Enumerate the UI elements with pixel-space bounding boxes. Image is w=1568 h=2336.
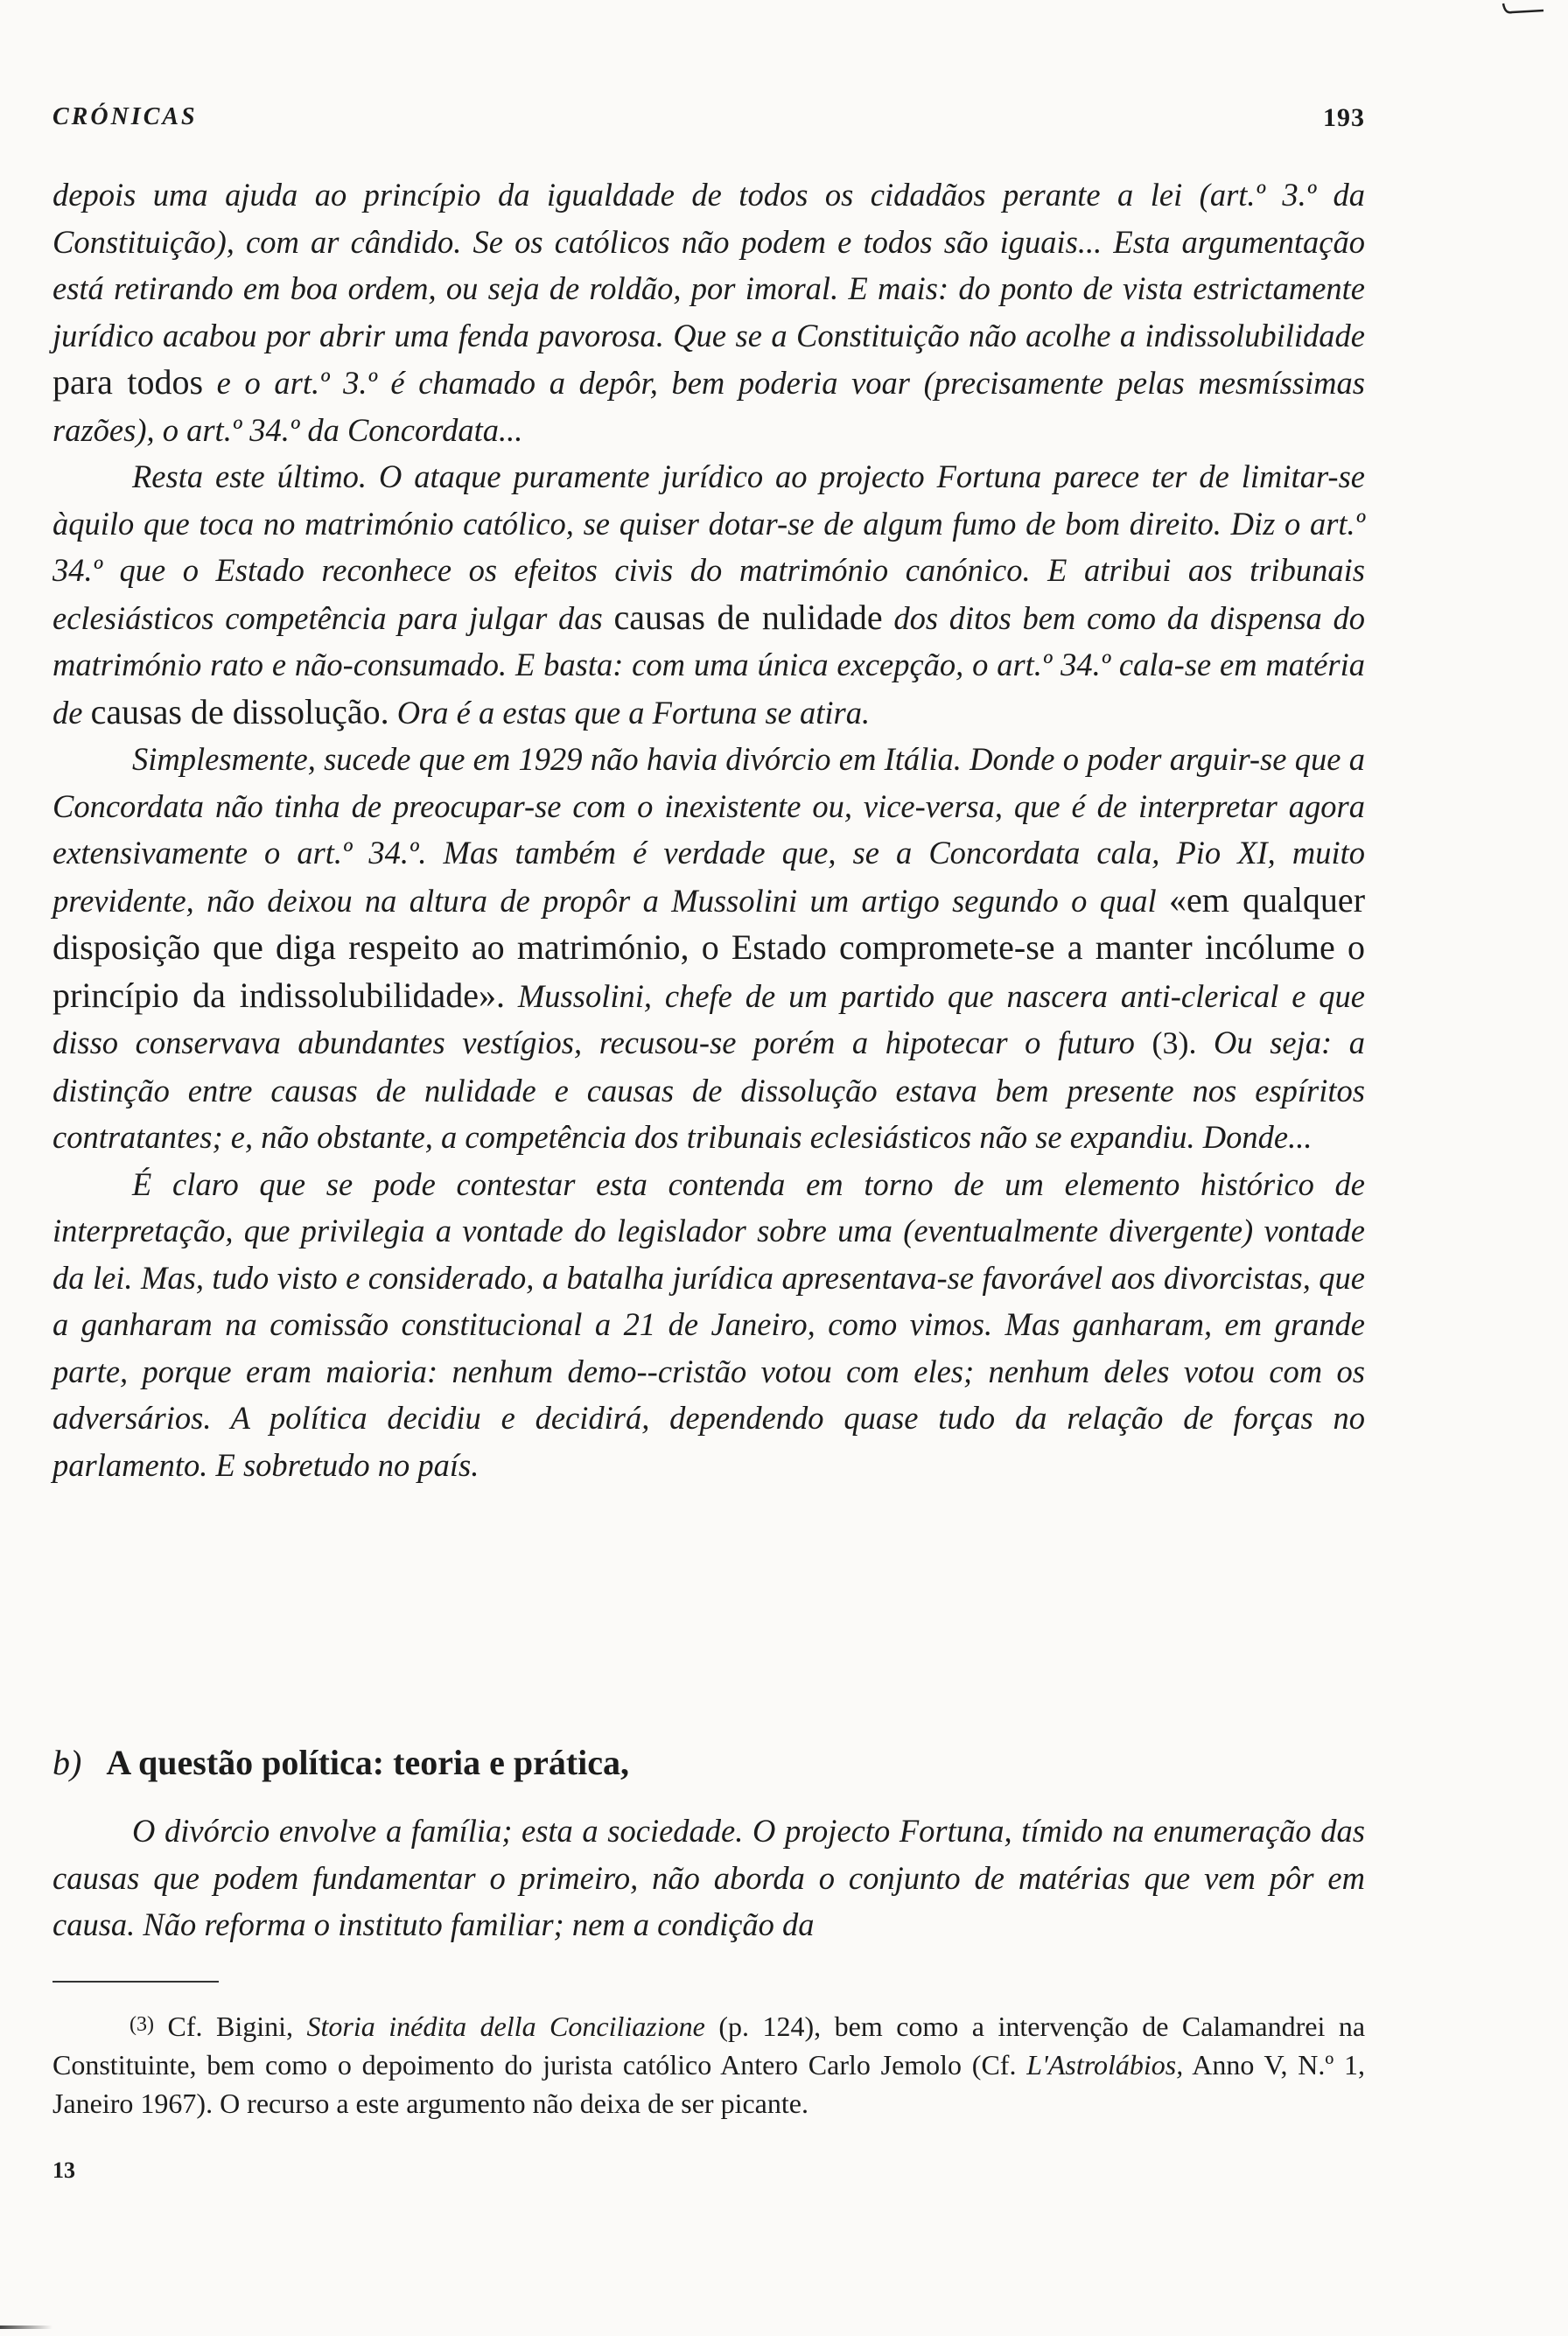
scan-smudge	[0, 2326, 52, 2329]
paragraph-2: Resta este último. O ataque puramente jurídico ao projecto Fortuna parece ter de limitar-se àquilo que toca no matrimónio católico, se quiser dotar-se de algum fumo de bom direito. Diz o art.º 34.º que o Estado reconhece os efeitos civis do matrimónio canónico. E atribui aos tribunais eclesiásticos competência para julgar das causas de nulidade dos ditos bem como da dispensa do matrimónio rato e não-consumado. E basta: com uma única excepção, o art.º 34.º cala-se em matéria de causas de dissolução. Ora é a estas que a Fortuna se atira.	[52, 458, 1366, 731]
section-letter: b)	[52, 1743, 82, 1782]
running-head	[52, 103, 1365, 138]
footnote-work-title: Storia inédita della Conciliazione	[306, 2011, 705, 2042]
footnote-journal-title: L'Astrolábios,	[1026, 2049, 1184, 2081]
corner-pen-mark	[1500, 0, 1547, 26]
page-number: 193	[1323, 103, 1365, 132]
section-heading	[52, 1739, 1365, 1787]
footnote: (3) Cf. Bigini, Storia inédita della Conciliazione (p. 124), bem como a intervenção de Calamandrei na Constituinte, bem como o depoimento do jurista católico Antero Carlo Jemolo (Cf. L'Astrolábios, Anno V, N.º 1, Janeiro 1967). O recurso a este argumento não deixa de ser picante.	[52, 2011, 1366, 2119]
paragraph-1: depois uma ajuda ao princípio da igualdade de todos os cidadãos perante a lei (art.º 3.º da Constituição), com ar cândido. Se os católicos não podem e todos são iguais... Esta argumentação está retirando em boa ordem, ou seja de roldão, por imoral. E mais: do ponto de vista estrictamente jurídico acabou por abrir uma fenda pavorosa. Que se a Constituição não acolhe a indissolubilidade para todos e o art.º 3.º é chamado a depôr, bem poderia voar (precisamente pelas mesmíssimas razões), o art.º 34.º da Concordata...	[52, 177, 1365, 448]
section-title: A questão política: teoria e prática,	[106, 1743, 630, 1782]
paragraph-3: Simplesmente, sucede que em 1929 não havia divórcio em Itália. Donde o poder arguir-se que a Concordata não tinha de preocupar-se com o inexistente ou, vice-versa, que é de interpretar agora extensivamente o art.º 34.º. Mas também é verdade que, se a Concordata cala, Pio XI, muito previdente, não deixou na altura de propôr a Mussolini um artigo segundo o qual «em qualquer disposição que diga respeito ao matrimónio, o Estado compromete-se a manter incólume o princípio da indissolubilidade». Mussolini, chefe de um partido que nascera anti-clerical e que disso conservava abundantes vestígios, recusou-se porém a hipotecar o futuro (3). Ou seja: a distinção entre causas de nulidade e causas de dissolução estava bem presente nos espíritos contratantes; e, não obstante, a competência dos tribunais eclesiásticos não se expandiu. Donde...	[52, 741, 1366, 1155]
section-paragraph: O divórcio envolve a família; esta a sociedade. O projecto Fortuna, tímido na enumeração das causas que podem fundamentar o primeiro, não aborda o conjunto de matérias que vem pôr em causa. Não reforma o instituto familiar; nem a condição da	[52, 1813, 1365, 1942]
body-text	[52, 171, 1365, 1488]
running-head-title: CRÓNICAS	[52, 103, 198, 130]
paragraph-4: É claro que se pode contestar esta contenda em torno de um elemento histórico de interpretação, que privilegia a vontade do legislador sobre uma (eventualmente divergente) vontade da lei. Mas, tudo visto e considerado, a batalha jurídica apresentava-se favorável aos divorcistas, que a ganharam na comissão constitucional a 21 de Janeiro, como vimos. Mas ganharam, em grande parte, porque eram maioria: nenhum demo--cristão votou com eles; nenhum deles votou com os adversários. A política decidiu e decidirá, dependendo quase tudo da relação de forças no parlamento. E sobretudo no país.	[52, 1165, 1365, 1483]
footnote-mark: (3)	[130, 2013, 154, 2036]
signature-number: 13	[52, 2158, 75, 2183]
footnote-rule	[52, 1981, 219, 1983]
